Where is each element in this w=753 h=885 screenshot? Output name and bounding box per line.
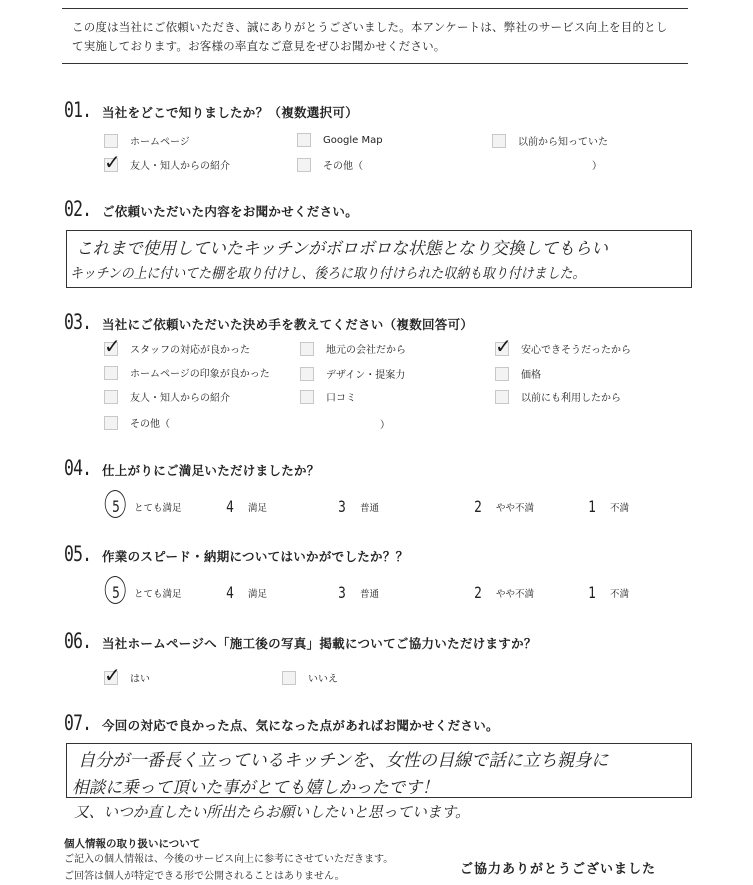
q2-answer-line-2: キッチンの上に付いてた棚を取り付けし、後ろに取り付けられた収納も取り付けました。	[70, 266, 586, 282]
checkbox[interactable]	[300, 390, 314, 404]
q3-option-reassuring[interactable]	[495, 333, 631, 358]
q6-question: 当社ホームページへ「施工後の写真」掲載についてご協力いただけますか？	[102, 636, 537, 651]
checkbox[interactable]	[104, 149, 121, 174]
privacy-line-2: ご回答は個人が特定できる形で公開されることはありません。	[64, 871, 345, 882]
q4-option-3[interactable]	[334, 497, 379, 516]
option-label: いいえ	[308, 674, 338, 685]
intro-text	[72, 18, 712, 56]
option-label: 以前から知っていた	[518, 137, 608, 148]
q7-answer-line-2: 相談に乗って頂いた事がとても嬉しかったです！	[72, 778, 439, 798]
q3-option-other[interactable]	[104, 415, 170, 430]
checkbox[interactable]	[495, 390, 509, 404]
checkbox[interactable]	[300, 367, 314, 381]
checkbox[interactable]	[282, 671, 296, 685]
option-label: はい	[130, 674, 150, 685]
q4-number: 04.	[64, 456, 92, 480]
q5-option-1[interactable]	[584, 583, 629, 602]
check-mark-icon: ✓	[495, 333, 512, 358]
option-label: その他（	[323, 161, 363, 172]
rating-label: 普通	[360, 588, 380, 600]
q3-option-homepage-impression[interactable]	[104, 365, 270, 380]
rating-label: 不満	[610, 502, 630, 514]
rating-label: 不満	[610, 588, 630, 600]
rating-number: 3	[338, 583, 346, 602]
checkbox[interactable]	[492, 134, 506, 148]
q1-number: 01.	[64, 98, 92, 122]
privacy-heading: 個人情報の取り扱いについて	[64, 838, 201, 850]
q3-other-close: ）	[380, 420, 390, 431]
q1-option-googlemap[interactable]	[297, 133, 383, 147]
rating-label: やや不満	[496, 588, 535, 600]
q2-number: 02.	[64, 197, 92, 221]
q7-answer-line-3: 又、いつか直したい所出たらお願いしたいと思っています。	[74, 803, 470, 821]
q4-option-4[interactable]	[222, 497, 267, 516]
q4-question: 仕上がりにご満足いただけましたか？	[102, 463, 320, 478]
q5-option-4[interactable]	[222, 583, 267, 602]
q3-option-design[interactable]	[300, 366, 405, 381]
selected-circle-icon	[103, 488, 127, 520]
q1-question: 当社をどこで知りましたか？（複数選択可）	[102, 105, 359, 120]
q2-question: ご依頼いただいた内容をお聞かせください。	[102, 204, 359, 219]
rating-label: 満足	[248, 502, 268, 514]
q5-option-3[interactable]	[334, 583, 379, 602]
q7-question: 今回の対応で良かった点、気になった点があればお聞かせください。	[102, 718, 499, 733]
option-label: 口コミ	[326, 393, 356, 404]
checkbox[interactable]	[104, 366, 118, 380]
q2-answer-line-1: これまで使用していたキッチンがボロボロな状態となり交換してもらい	[76, 239, 608, 259]
q3-option-reviews[interactable]	[300, 389, 356, 404]
rating-label: 普通	[360, 502, 380, 514]
q3-option-local[interactable]	[300, 341, 406, 356]
checkbox[interactable]	[104, 390, 118, 404]
privacy-line-1: ご記入の個人情報は、今後のサービス向上に参考にさせていただきます。	[64, 854, 394, 865]
q4-option-5[interactable]	[108, 497, 182, 516]
q3-option-repeat[interactable]	[495, 389, 621, 404]
option-label: その他（	[130, 419, 170, 430]
q5-number: 05.	[64, 542, 92, 566]
q3-question: 当社にご依頼いただいた決め手を教えてください（複数回答可）	[102, 317, 474, 332]
rating-number: 4	[226, 583, 234, 602]
rating-number: 2	[474, 497, 482, 516]
q6-number: 06.	[64, 629, 92, 653]
thanks-message: ご協力ありがとうございました	[460, 862, 657, 877]
q6-option-yes[interactable]	[104, 662, 150, 687]
checkbox[interactable]	[104, 333, 121, 358]
q1-option-other[interactable]	[297, 157, 363, 172]
q5-question: 作業のスピード・納期についてはいかがでしたか？？	[102, 549, 409, 564]
option-label: Google Map	[323, 134, 383, 146]
checkbox[interactable]	[104, 416, 118, 430]
option-label: 地元の会社だから	[326, 345, 406, 356]
option-label: 友人・知人からの紹介	[130, 393, 230, 404]
checkbox[interactable]	[104, 134, 118, 148]
rating-number: 5	[112, 497, 120, 516]
rating-number: 1	[588, 583, 596, 602]
selected-circle-icon	[103, 574, 127, 606]
checkbox[interactable]	[104, 662, 121, 687]
rating-number: 5	[112, 583, 120, 602]
option-label: ホームページの印象が良かった	[130, 369, 270, 380]
rating-number: 2	[474, 583, 482, 602]
rating-label: やや不満	[496, 502, 535, 514]
q4-option-2[interactable]	[470, 497, 534, 516]
rating-number: 3	[338, 497, 346, 516]
option-label: デザイン・提案力	[326, 370, 406, 381]
check-mark-icon: ✓	[104, 149, 121, 174]
checkbox[interactable]	[297, 133, 311, 147]
option-label: ホームページ	[130, 137, 190, 148]
checkbox[interactable]	[495, 333, 512, 358]
q1-other-close: ）	[592, 161, 602, 172]
q3-option-price[interactable]	[495, 366, 541, 381]
q7-number: 07.	[64, 711, 92, 735]
q3-option-staff[interactable]	[104, 333, 250, 358]
q3-number: 03.	[64, 310, 92, 334]
checkbox[interactable]	[495, 367, 509, 381]
checkbox[interactable]	[297, 158, 311, 172]
q5-option-2[interactable]	[470, 583, 534, 602]
q1-option-referral[interactable]	[104, 149, 230, 174]
rating-number: 1	[588, 497, 596, 516]
q4-option-1[interactable]	[584, 497, 629, 516]
option-label: 以前にも利用したから	[521, 393, 621, 404]
check-mark-icon: ✓	[104, 333, 121, 358]
q5-option-5[interactable]	[108, 583, 182, 602]
rating-label: 満足	[248, 588, 268, 600]
option-label: 安心できそうだったから	[521, 345, 631, 356]
q1-option-known-before[interactable]	[492, 133, 608, 148]
q6-option-no[interactable]	[282, 670, 338, 685]
intro-bottom-rule	[62, 63, 688, 64]
q1-option-homepage[interactable]	[104, 133, 190, 148]
check-mark-icon: ✓	[104, 662, 121, 687]
privacy-text	[64, 851, 393, 885]
intro-line-2: て実施しております。お客様の率直なご意見をぜひお聞かせください。	[72, 39, 446, 53]
option-label: スタッフの対応が良かった	[130, 345, 250, 356]
rating-label: とても満足	[134, 502, 182, 514]
rating-label: とても満足	[134, 588, 182, 600]
intro-line-1: この度は当社にご依頼いただき、誠にありがとうございました。本アンケートは、弊社のサービス向上を目的とし	[72, 20, 668, 34]
checkbox[interactable]	[300, 342, 314, 356]
rating-number: 4	[226, 497, 234, 516]
option-label: 価格	[521, 370, 541, 381]
top-rule	[62, 8, 688, 9]
q7-answer-line-1: 自分が一番長く立っているキッチンを、女性の目線で話に立ち親身に	[78, 751, 609, 771]
q3-option-referral[interactable]	[104, 389, 230, 404]
option-label: 友人・知人からの紹介	[130, 161, 230, 172]
